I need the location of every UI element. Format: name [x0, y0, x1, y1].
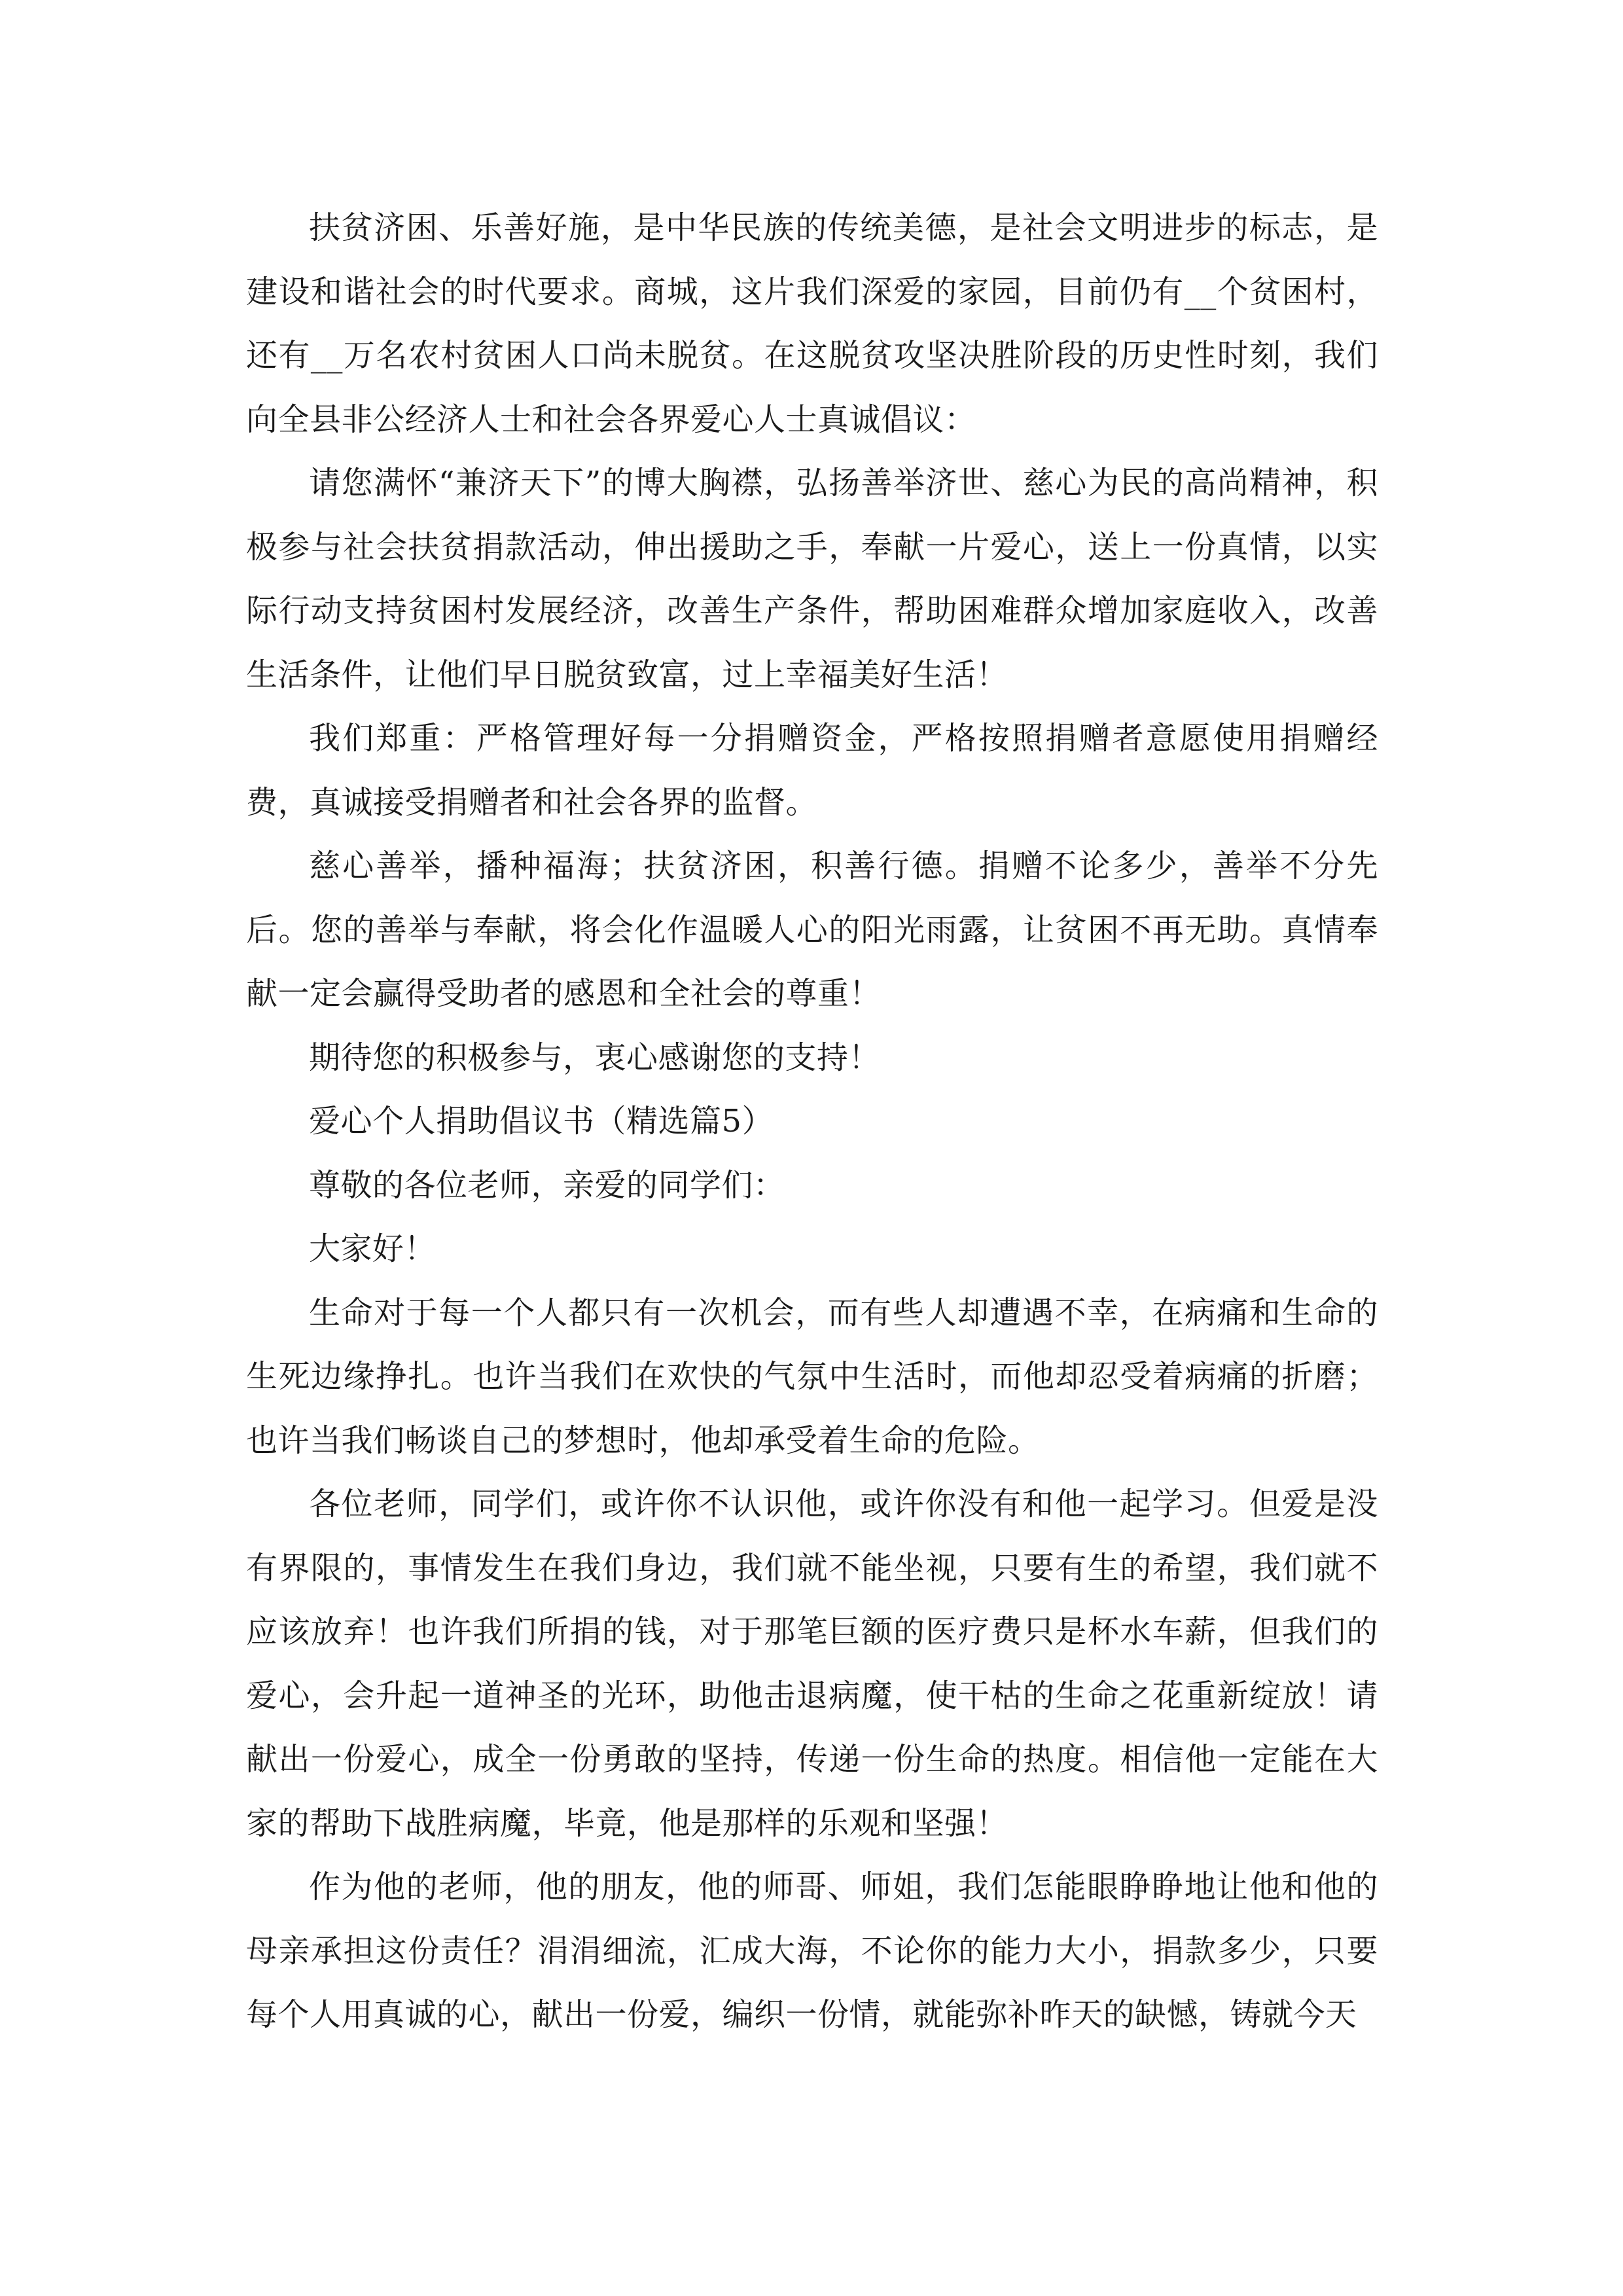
paragraph-teachers: 各位老师，同学们，或许你不认识他，或许你没有和他一起学习。但爱是没有界限的，事情发生在我们身边，我们就不能坐视，只要有生的希望，我们就不应该放弃！也许我们所捐的钱，对于那笔巨额的医疗费只是杯水车薪，但我们的爱心，会升起一道神圣的光环，助他击退病魔，使干枯的生命之花重新绽放！请献出一份爱心，成全一份勇敢的坚持，传递一份生命的热度。相信他一定能在大家的帮助下战胜病魔，毕竟，他是那样的乐观和坚强！ [246, 1486, 1378, 1842]
salutation: 尊敬的各位老师，亲爱的同学们： [309, 1166, 785, 1204]
paragraph-charity: 慈心善举，播种福海；扶贫济困，积善行德。捐赠不论多少，善举不分先后。您的善举与奉献，将会化作温暖人心的阳光雨露，让贫困不再无助。真情奉献一定会赢得受助者的感恩和全社会的尊重！ [246, 848, 1378, 1012]
greeting: 大家好！ [309, 1230, 437, 1267]
document-body [246, 196, 1378, 2047]
paragraph-life: 生命对于每一个人都只有一次机会，而有些人却遭遇不幸，在病痛和生命的生死边缘挣扎。也许当我们在欢快的气氛中生活时，而他却忍受着病痛的折磨；也许当我们畅谈自己的梦想时，他却承受着生命的危险。 [246, 1294, 1378, 1459]
paragraph-appeal: 请您满怀“兼济天下”的博大胸襟，弘扬善举济世、慈心为民的高尚精神，积极参与社会扶贫捐款活动，伸出援助之手，奉献一片爱心，送上一份真情，以实际行动支持贫困村发展经济，改善生产条件，帮助困难群众增加家庭收入，改善生活条件，让他们早日脱贫致富，过上幸福美好生活！ [246, 465, 1378, 693]
paragraph-intro: 扶贫济困、乐善好施，是中华民族的传统美德，是社会文明进步的标志，是建设和谐社会的时代要求。商城，这片我们深爱的家园，目前仍有__个贫困村，还有__万名农村贫困人口尚未脱贫。在这脱贫攻坚决胜阶段的历史性时刻，我们向全县非公经济人士和社会各界爱心人士真诚倡议： [246, 209, 1378, 438]
paragraph-friends: 作为他的老师，他的朋友，他的师哥、师姐，我们怎能眼睁睁地让他和他的母亲承担这份责任？涓涓细流，汇成大海，不论你的能力大小，捐款多少，只要每个人用真诚的心，献出一份爱，编织一份情，就能弥补昨天的缺憾，铸就今天 [246, 1869, 1378, 2033]
section-title: 爱心个人捐助倡议书（精选篇5） [309, 1103, 774, 1139]
paragraph-thanks: 期待您的积极参与，衷心感谢您的支持！ [309, 1039, 881, 1076]
paragraph-commitment: 我们郑重：严格管理好每一分捐赠资金，严格按照捐赠者意愿使用捐赠经费，真诚接受捐赠者和社会各界的监督。 [246, 720, 1378, 821]
